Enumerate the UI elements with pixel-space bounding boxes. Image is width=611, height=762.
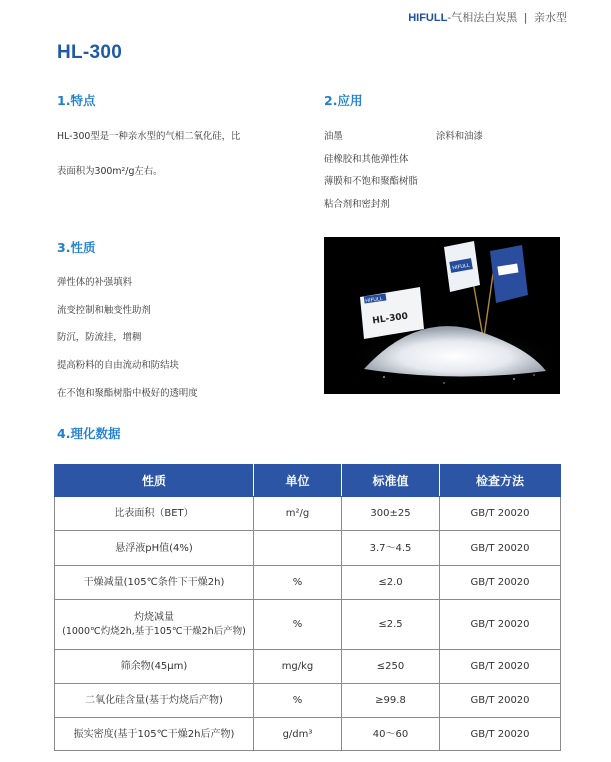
header-subtitle: -气相法白炭黑 — [447, 11, 518, 24]
cell-method: GB/T 20020 — [440, 650, 561, 684]
property-item: 弹性体的补强填料 — [57, 277, 133, 288]
cell-property: 振实密度(基于105℃干燥2h后产物) — [55, 718, 254, 751]
cell-property: 干燥减量(105℃条件下干燥2h) — [55, 566, 254, 600]
cell-property: 筛余物(45μm) — [55, 650, 254, 684]
cell-value: ≥99.8 — [342, 684, 440, 718]
cell-unit: g/dm³ — [254, 718, 342, 751]
product-title: HL-300 — [57, 42, 123, 63]
brand-name: HIFULL — [408, 12, 448, 24]
cell-property — [55, 600, 254, 650]
cell-value: 300±25 — [342, 497, 440, 531]
application-item: 油墨 — [324, 131, 343, 142]
column-header-unit: 单位 — [254, 465, 342, 497]
flag-blue — [490, 245, 528, 303]
cell-property-line-2: (1000℃灼烧2h,基于105℃干燥2h后产物) — [62, 625, 246, 637]
header-category: 亲水型 — [534, 11, 567, 24]
product-photo — [324, 237, 560, 394]
table-row — [55, 566, 561, 600]
column-header-property: 性质 — [55, 465, 254, 497]
column-header-test-method: 检查方法 — [440, 465, 561, 497]
cell-property: 比表面积（BET） — [55, 497, 254, 531]
cell-method: GB/T 20020 — [440, 718, 561, 751]
cell-value: ≤2.0 — [342, 566, 440, 600]
cell-method: GB/T 20020 — [440, 497, 561, 531]
application-item: 粘合剂和密封剂 — [324, 199, 390, 210]
table-row — [55, 497, 561, 531]
cell-value: 3.7～4.5 — [342, 531, 440, 566]
property-item: 流变控制和触变性助剂 — [57, 305, 151, 316]
application-item: 硅橡胶和其他弹性体 — [324, 154, 409, 165]
features-heading: 1.特点 — [57, 93, 96, 108]
table-header-row — [55, 465, 561, 497]
cell-property: 二氧化硅含量(基于灼烧后产物) — [55, 684, 254, 718]
table-row — [55, 650, 561, 684]
header-tagline — [408, 9, 567, 25]
header-separator: | — [523, 11, 528, 24]
product-photo-illustration — [324, 237, 560, 394]
application-item: 涂料和油漆 — [436, 131, 483, 142]
table-row — [55, 531, 561, 566]
table-row — [55, 684, 561, 718]
box-label: HL-300 — [371, 311, 409, 327]
cell-value: ≤250 — [342, 650, 440, 684]
cell-unit: % — [254, 684, 342, 718]
cell-method: GB/T 20020 — [440, 600, 561, 650]
application-item: 薄膜和不饱和聚酯树脂 — [324, 176, 418, 187]
cell-unit: % — [254, 566, 342, 600]
applications-heading: 2.应用 — [324, 93, 363, 108]
cell-unit: % — [254, 600, 342, 650]
cell-method: GB/T 20020 — [440, 684, 561, 718]
features-line-1: HL-300型是一种亲水型的气相二氧化硅，比 — [57, 131, 241, 142]
table-row — [55, 718, 561, 751]
features-line-2: 表面积为300m²/g左右。 — [57, 166, 163, 177]
table-row — [55, 600, 561, 650]
property-item: 在不饱和聚酯树脂中极好的透明度 — [57, 388, 198, 399]
cell-method: GB/T 20020 — [440, 566, 561, 600]
property-item: 提高粉料的自由流动和防结块 — [57, 360, 179, 371]
cell-property-line-1: 灼烧减量 — [134, 611, 174, 623]
property-item: 防沉，防流挂，增稠 — [57, 332, 142, 343]
physchem-heading: 4.理化数据 — [57, 426, 121, 441]
cell-unit: mg/kg — [254, 650, 342, 684]
box-brand: HIFULL — [364, 295, 383, 305]
flag-brand: HIFULL — [451, 262, 471, 272]
cell-property: 悬浮液pH值(4%) — [55, 531, 254, 566]
cell-value: 40～60 — [342, 718, 440, 751]
column-header-standard-value: 标准值 — [342, 465, 440, 497]
physchem-table — [54, 464, 561, 751]
cell-unit — [254, 531, 342, 566]
cell-value: ≤2.5 — [342, 600, 440, 650]
cell-unit: m²/g — [254, 497, 342, 531]
cell-method: GB/T 20020 — [440, 531, 561, 566]
properties-heading: 3.性质 — [57, 240, 96, 255]
